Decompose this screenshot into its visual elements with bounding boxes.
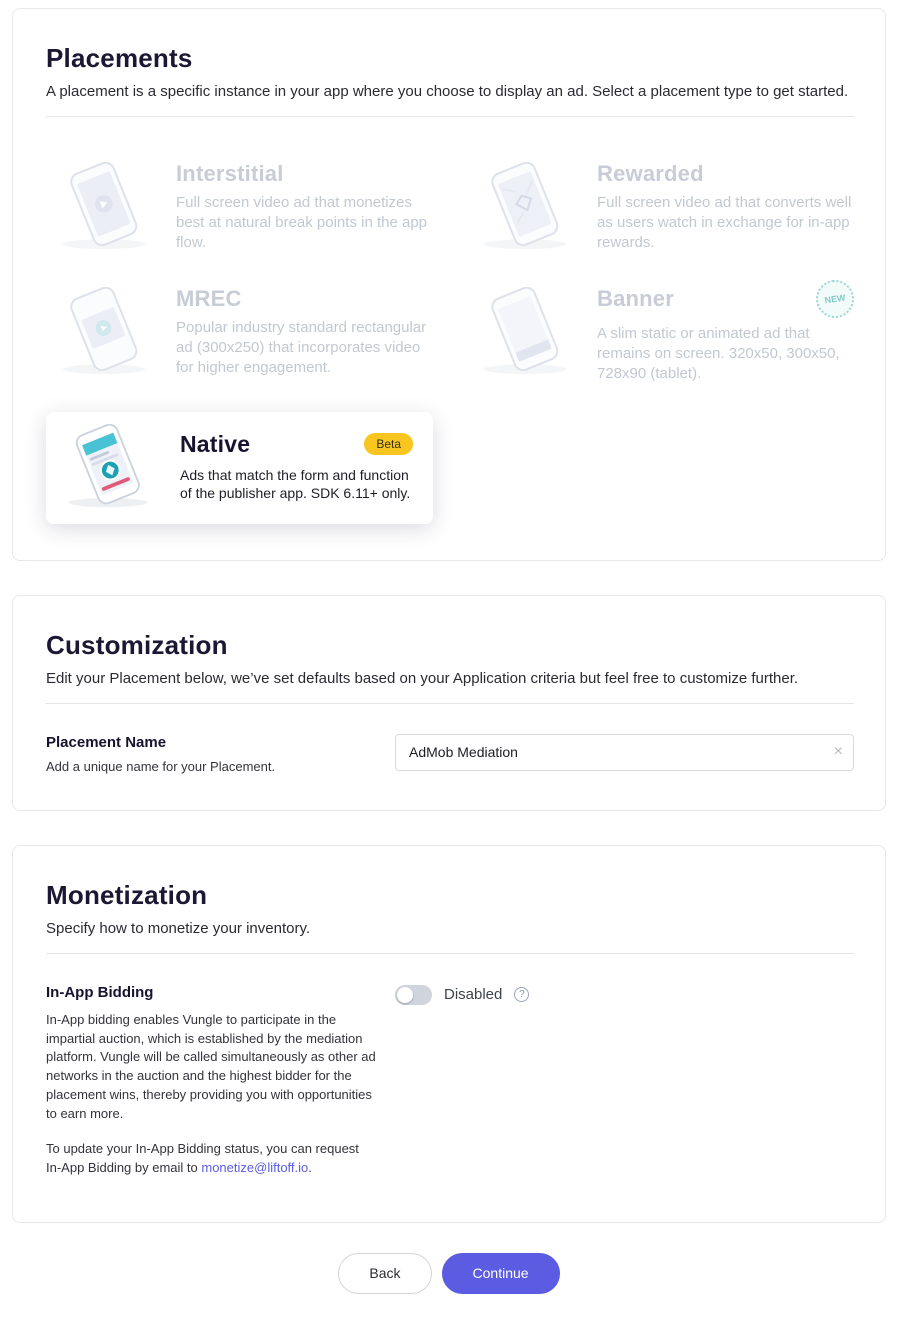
divider [46, 953, 854, 954]
customization-title: Customization [46, 629, 228, 660]
new-badge: NEW [814, 278, 857, 321]
placement-name-label: Placement Name [46, 733, 167, 751]
help-icon[interactable]: ? [514, 987, 529, 1002]
placements-title: Placements [46, 43, 193, 73]
native-phone-icon [50, 424, 166, 510]
placement-description: Ads that match the form and function of the publisher app. SDK 6.11+ only. [180, 466, 411, 502]
beta-badge: Beta [364, 433, 413, 455]
placement-type-grid [46, 161, 854, 524]
placement-title: Interstitial [176, 161, 284, 186]
placement-option-interstitial[interactable] [46, 161, 433, 252]
placements-card [12, 8, 886, 561]
in-app-bidding-state: Disabled [444, 986, 503, 1004]
banner-phone-icon [467, 287, 583, 377]
placement-option-banner[interactable] [467, 280, 854, 383]
clear-input-icon[interactable]: × [833, 743, 843, 761]
in-app-bidding-toggle-row [395, 984, 854, 1005]
placement-name-help: Add a unique name for your Placement. [46, 758, 276, 774]
in-app-bidding-label: In-App Bidding [46, 983, 154, 1001]
placement-title: Banner [597, 286, 674, 312]
customization-card [12, 595, 886, 811]
divider [46, 116, 854, 117]
in-app-bidding-toggle[interactable] [395, 985, 432, 1005]
placement-description: Popular industry standard rectangular ad (300x250) that incorporates video for higher engagement. [176, 319, 427, 376]
in-app-bidding-description: In-App bidding enables Vungle to participate in the impartial auction, which is established by the mediation platform. Vungle will be called simultaneously as other ad networks in the auction and the highest bidder for the placement wins, thereby providing you with opportunities to earn more. [46, 1011, 376, 1121]
placement-title: MREC [176, 286, 242, 312]
placement-title: Rewarded [597, 161, 704, 186]
monetization-card [12, 845, 886, 1223]
customization-subtitle: Edit your Placement below, we’ve set defaults based on your Application criteria but feel free to customize further. [46, 669, 799, 687]
footer-actions [12, 1253, 886, 1294]
placement-name-row [46, 734, 854, 774]
rewarded-phone-icon [467, 162, 583, 252]
interstitial-phone-icon [46, 162, 162, 252]
placement-option-rewarded[interactable] [467, 161, 854, 252]
placement-option-mrec[interactable] [46, 280, 433, 383]
back-button[interactable]: Back [338, 1253, 431, 1294]
monetize-email-link[interactable]: monetize@liftoff.io [201, 1159, 309, 1175]
placement-description: A slim static or animated ad that remains on screen. 320x50, 300x50, 728x90 (tablet). [597, 325, 840, 382]
placement-option-native[interactable] [46, 412, 433, 524]
divider [46, 703, 854, 704]
placement-name-input[interactable] [395, 734, 854, 771]
continue-button[interactable]: Continue [442, 1253, 560, 1294]
mrec-phone-icon [46, 287, 162, 377]
in-app-bidding-request-note: To update your In-App Bidding status, you can request In-App Bidding by email to monetize@liftoff.io. [46, 1140, 359, 1175]
placements-subtitle: A placement is a specific instance in your app where you choose to display an ad. Select a placement type to get started. [46, 83, 849, 100]
placement-description: Full screen video ad that converts well as users watch in exchange for in-app rewards. [597, 194, 852, 251]
placement-description: Full screen video ad that monetizes best at natural break points in the app flow. [176, 194, 428, 251]
in-app-bidding-row [46, 984, 854, 1178]
monetization-title: Monetization [46, 879, 208, 910]
monetization-subtitle: Specify how to monetize your inventory. [46, 919, 311, 937]
placement-title: Native [180, 430, 251, 457]
